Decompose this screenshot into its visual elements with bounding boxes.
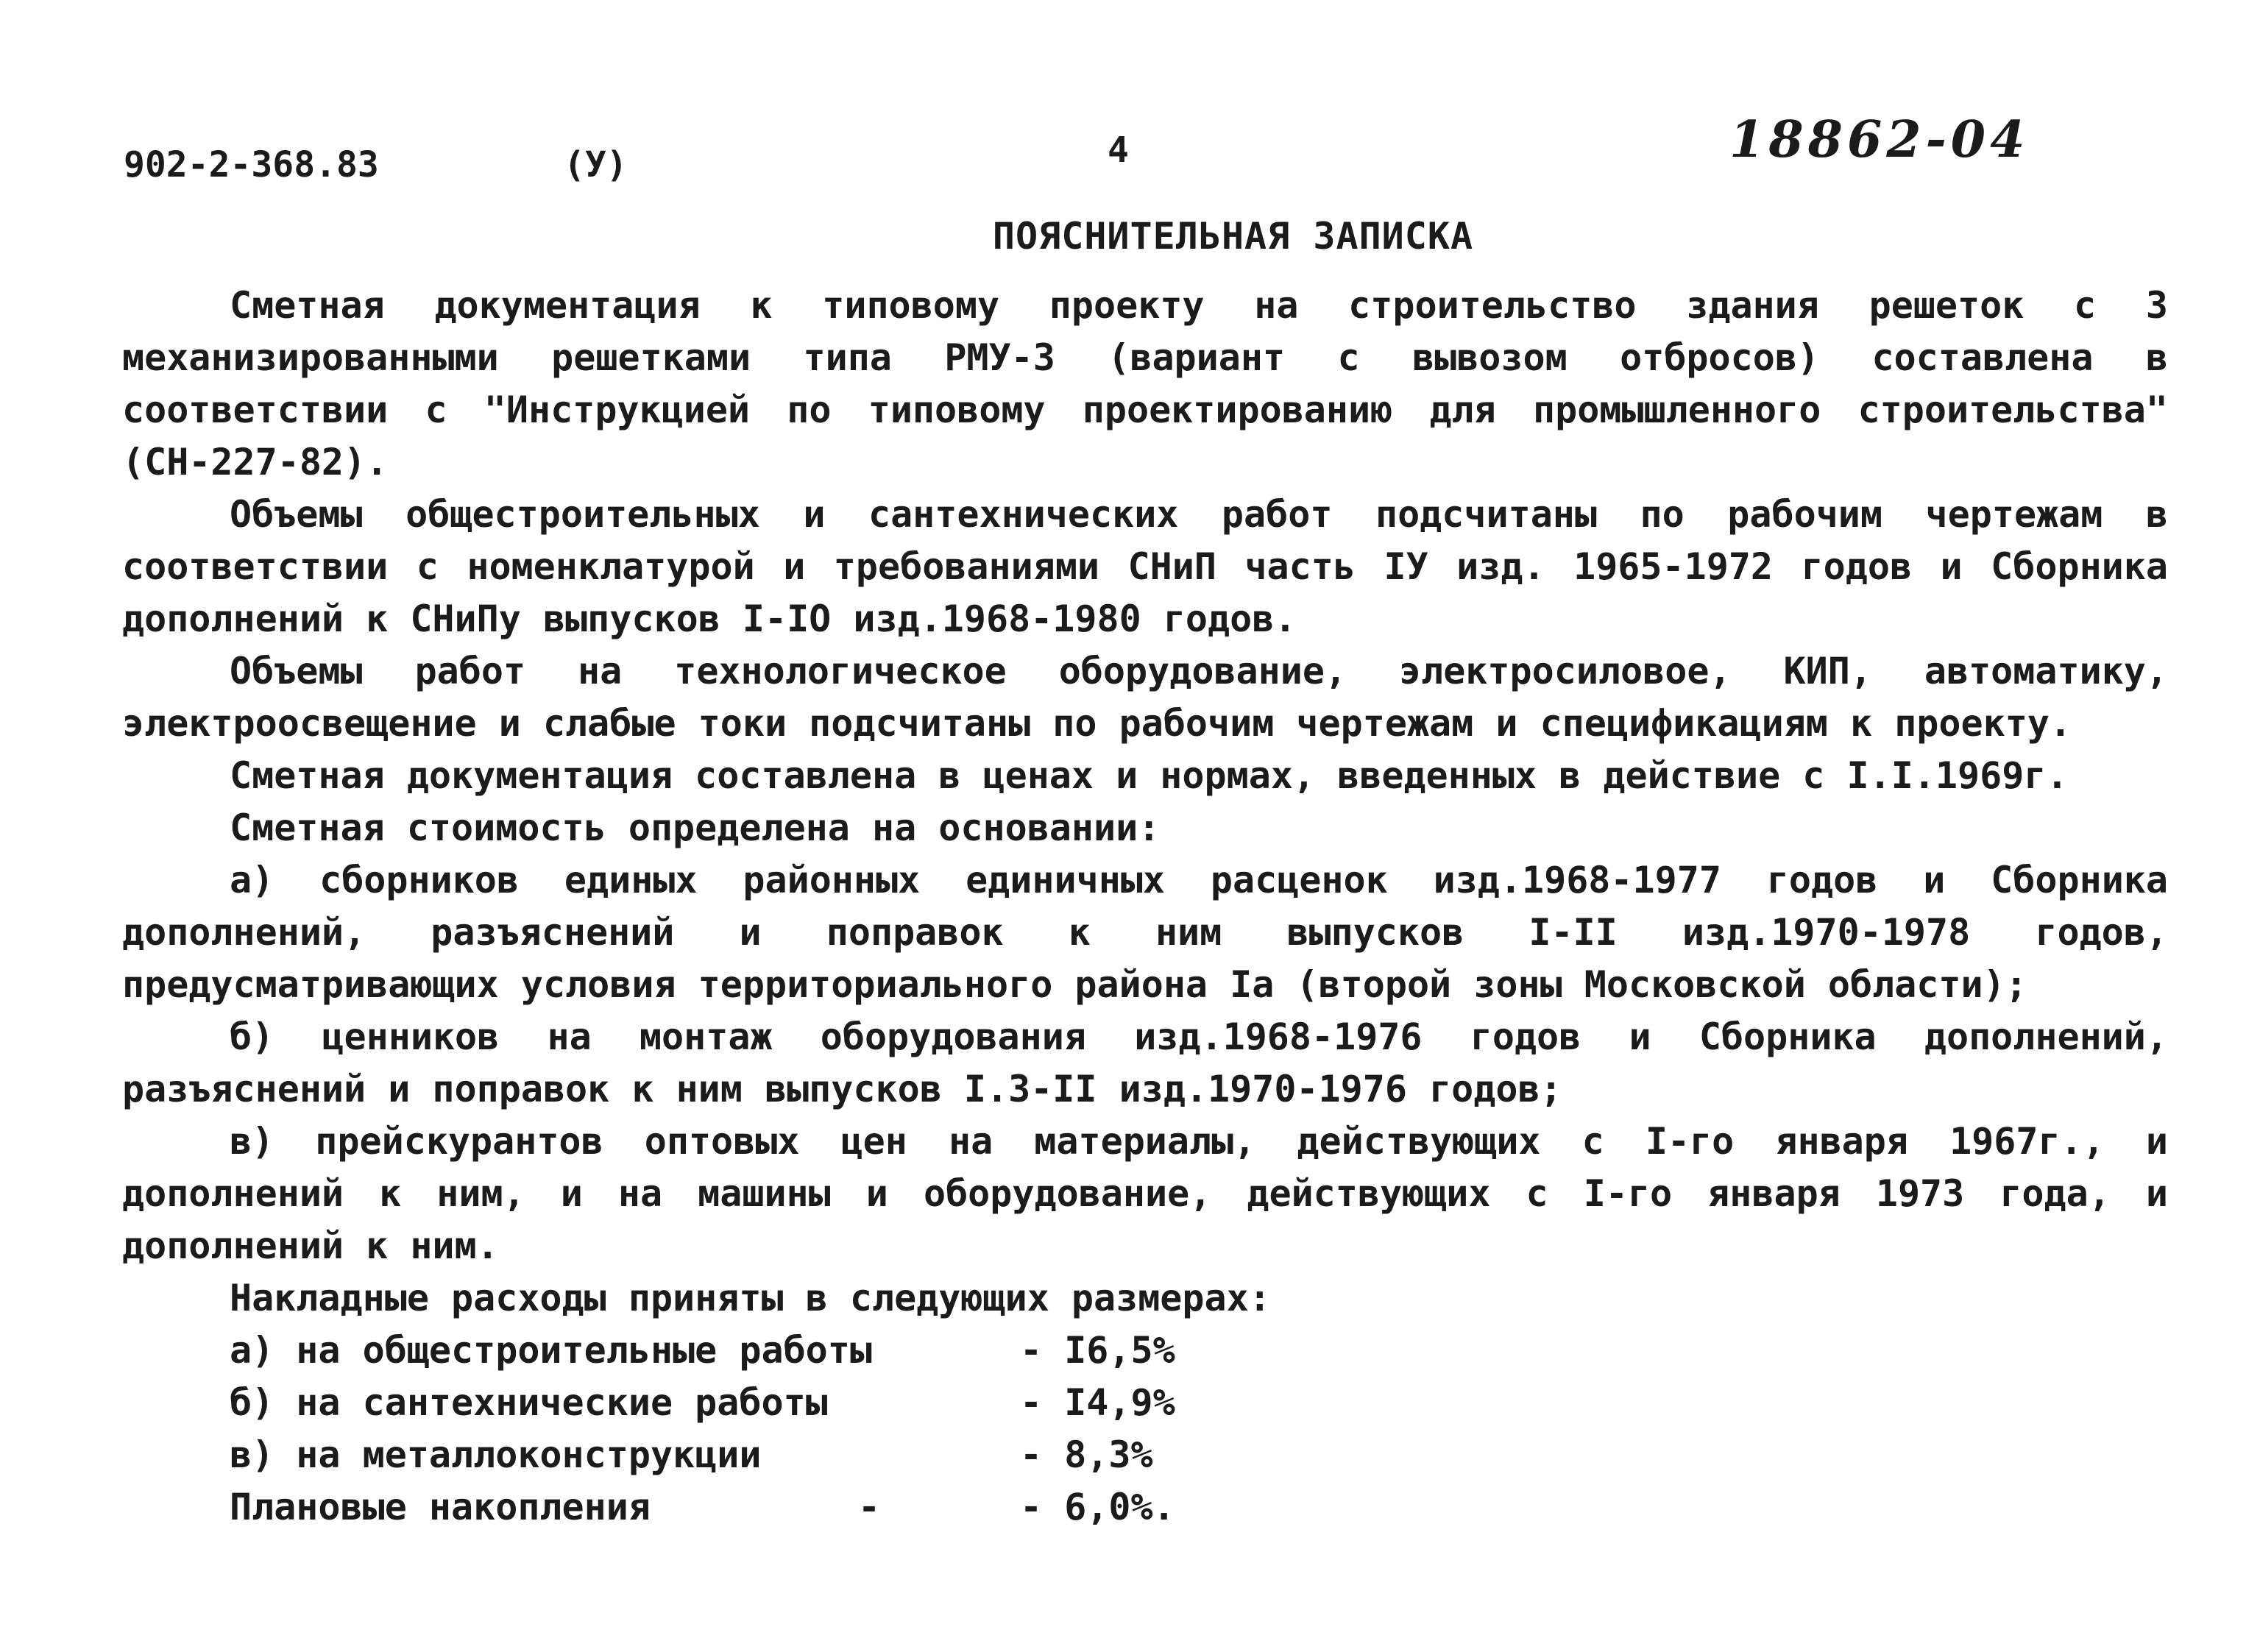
- page-title: ПОЯСНИТЕЛЬНАЯ ЗАПИСКА: [992, 215, 1474, 258]
- paragraph-cost-basis: Сметная стоимость определена на основании:: [230, 806, 1161, 849]
- page-number: 4: [1108, 130, 1129, 171]
- paragraph-basis-c: в) прейскурантов оптовых цен на материалы, действующих с I-го января 1967г., и дополнений к ним, и на машины и оборудование, действующих с I-го января 1973 года, и дополнений к ним.: [122, 1120, 2168, 1267]
- paragraph-basis-a: а) сборников единых районных единичных расценок изд.1968-1977 годов и Сборника дополнений, разъяснений и поправок к ним выпусков I-II изд.1970-1978 годов, предусматривающих условия территориального района Iа (второй зоны Московской области);: [122, 859, 2168, 1006]
- rate-label: б) на сантехнические работы: [230, 1381, 828, 1424]
- rate-label: Плановые накопления: [230, 1486, 651, 1528]
- rate-label: а) на общестроительные работы: [230, 1329, 872, 1372]
- overhead-rate-row: [122, 1481, 2168, 1534]
- overhead-rate-row: [122, 1377, 2168, 1429]
- handwritten-reference: 18862-04: [1729, 110, 2030, 169]
- overhead-rate-row: [122, 1429, 2168, 1481]
- rate-extra-dash: -: [858, 1486, 881, 1528]
- overhead-rate-row: [122, 1325, 2168, 1377]
- overhead-label: Накладные расходы приняты в следующих размерах:: [230, 1277, 1271, 1319]
- document-code: 902-2-368.83: [124, 144, 379, 185]
- rate-value: - I6,5%: [1020, 1329, 1175, 1372]
- paragraph-intro: Сметная документация к типовому проекту на строительство здания решеток с 3 механизированными решетками типа РМУ-3 (вариант с вывозом отбросов) составлена в соответствии с "Инструкцией по типовому проектированию для промышленного строительства" (СН-227-82).: [122, 284, 2168, 483]
- paragraph-volumes-equipment: Объемы работ на технологическое оборудование, электросиловое, КИП, автоматику, электроосвещение и слабые токи подсчитаны по рабочим чертежам и спецификациям к проекту.: [122, 650, 2168, 745]
- rate-label: в) на металлоконструкции: [230, 1433, 762, 1476]
- paragraph-prices: Сметная документация составлена в ценах и нормах, введенных в действие с I.I.1969г.: [230, 754, 2069, 797]
- variant-mark: (У): [564, 144, 628, 185]
- rate-value: - 8,3%: [1020, 1433, 1153, 1476]
- paragraph-basis-b: б) ценников на монтаж оборудования изд.1968-1976 годов и Сборника дополнений, разъяснений и поправок к ним выпусков I.3-II изд.1970-1976 годов;: [122, 1015, 2168, 1110]
- paragraph-volumes-general: Объемы общестроительных и сантехнических работ подсчитаны по рабочим чертежам в соответствии с номенклатурой и требованиями СНиП часть IУ изд. 1965-1972 годов и Сборника дополнений к СНиПу выпусков I-IO изд.1968-1980 годов.: [122, 493, 2168, 640]
- rate-value: - 6,0%.: [1020, 1486, 1175, 1528]
- rate-value: - I4,9%: [1020, 1381, 1175, 1424]
- document-body: [122, 280, 2168, 1534]
